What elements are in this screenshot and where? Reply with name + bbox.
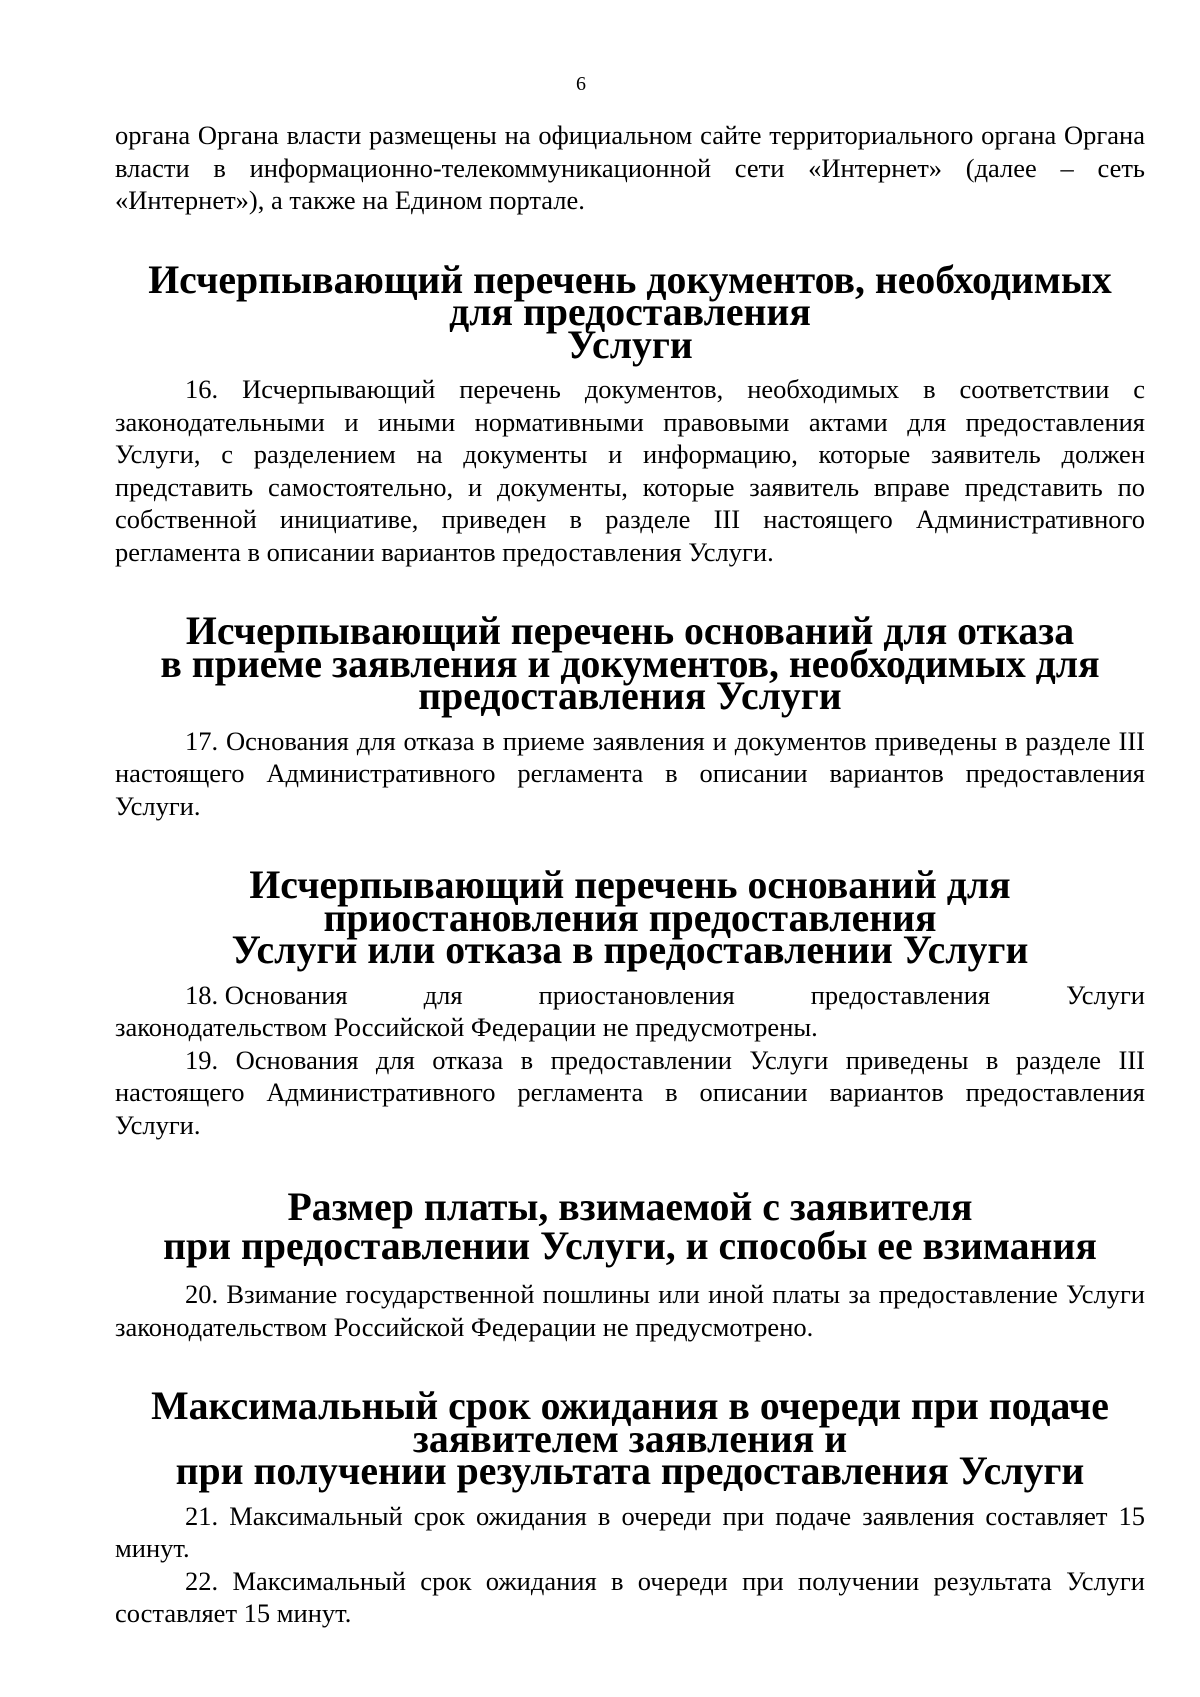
paragraph-22: 22. Максимальный срок ожидания в очереди при получении результата Услуги составляет 15 минут. [115,1565,1145,1628]
page-number: 6 [576,73,586,95]
paragraph-17: 17. Основания для отказа в приеме заявления и документов приведены в разделе III настоящего Административного регламента в описании вариантов предоставления Услуги. [115,725,1145,821]
paragraph-18-word: Услуги [1066,979,1145,1010]
heading-line: Исчерпывающий перечень оснований для приостановления предоставления [249,863,1011,940]
paragraph-18-word: 18. Основания [185,979,348,1010]
heading-line: Максимальный срок ожидания в очереди при подаче заявителем заявления и [151,1384,1109,1461]
paragraph-18 [115,979,1145,1044]
heading-line: при предоставлении Услуги, и способы ее взимания [163,1224,1097,1268]
paragraph-18-word: для [423,979,463,1010]
heading-line: в приеме заявления и документов, необходимых для предоставления Услуги [160,641,1100,718]
heading-line: Размер платы, взимаемой с заявителя [287,1185,973,1229]
section-heading-fee [115,1185,1145,1268]
heading-line: Исчерпывающий перечень документов, необходимых для предоставления [148,257,1112,334]
section-heading-suspension-grounds [115,863,1145,972]
paragraph-21: 21. Максимальный срок ожидания в очереди при подаче заявления составляет 15 минут. [115,1500,1145,1563]
heading-line: Исчерпывающий перечень оснований для отказа [185,609,1075,653]
paragraph-19: 19. Основания для отказа в предоставлении Услуги приведены в разделе III настоящего Административного регламента в описании вариантов предоставления Услуги. [115,1044,1145,1140]
heading-line: при получении результата предоставления Услуги [175,1449,1085,1493]
paragraph-20: 20. Взимание государственной пошлины или иной платы за предоставление Услуги законодательством Российской Федерации не предусмотрено. [115,1279,1145,1342]
paragraph-18-continuation: законодательством Российской Федерации не предусмотрены. [115,1012,818,1042]
section-heading-waiting-time [115,1384,1145,1493]
paragraph-16: 16. Исчерпывающий перечень документов, необходимых в соответствии с законодательными и иными нормативными правовыми актами для предоставления Услуги, с разделением на документы и информацию, которые заявитель должен представить самостоятельно, и документы, которые заявитель вправе представить по собственной инициативе, приведен в разделе III настоящего Административного регламента в описании вариантов предоставления Услуги. [115,374,1145,567]
intro-paragraph: органа Органа власти размещены на официальном сайте территориального органа Органа власти в информационно-телекоммуникационной сети «Интернет» (далее – сеть «Интернет»), а также на Едином портале. [115,120,1145,215]
heading-line: Услуги или отказа в предоставлении Услуги [231,928,1029,972]
section-heading-documents-list [115,257,1145,367]
paragraph-18-first-line [115,979,1145,1012]
paragraph-18-word: приостановления [538,979,735,1010]
heading-line: Услуги [567,322,693,367]
document-body [115,119,1145,1630]
section-heading-refusal-grounds [115,609,1145,718]
paragraph-18-word: предоставления [810,979,991,1010]
